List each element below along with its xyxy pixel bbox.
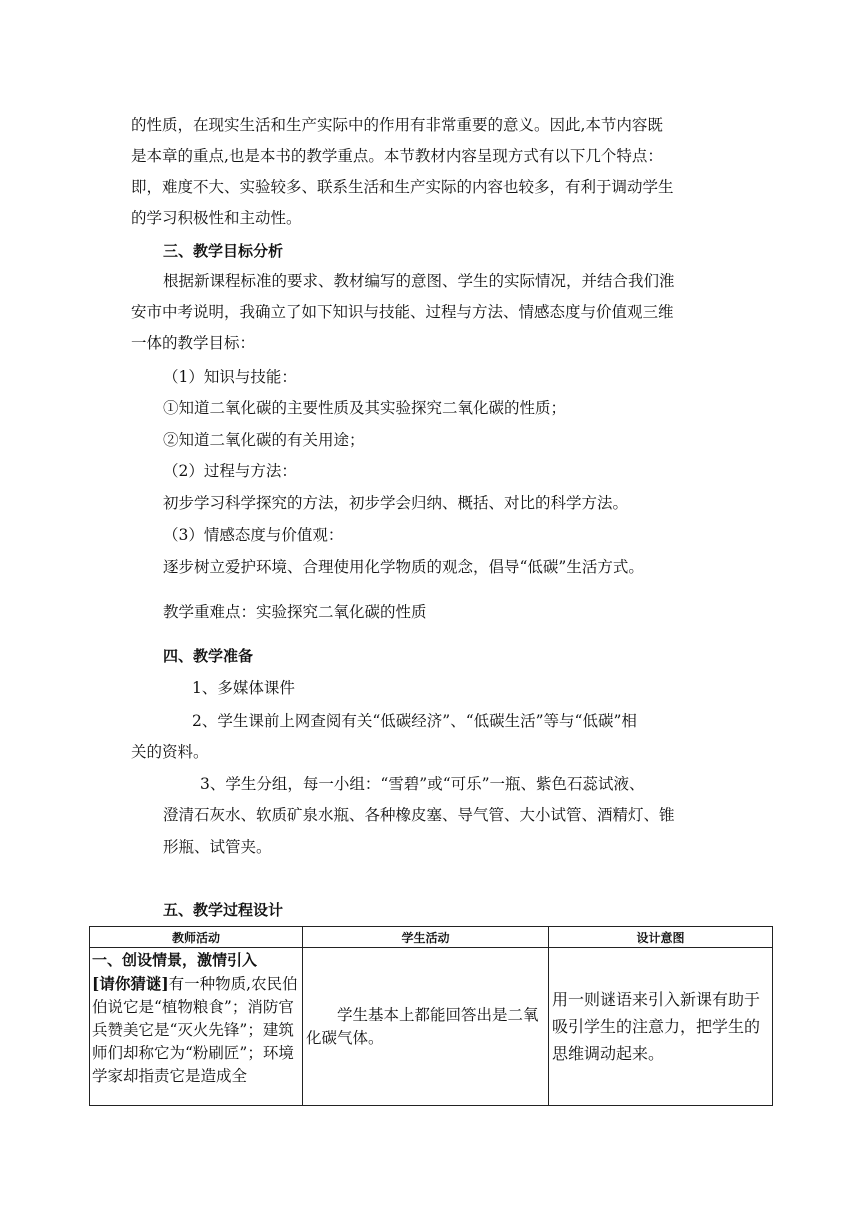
attitude-label: （3）情感态度与价值观： <box>163 526 344 544</box>
teacher-activity-cell <box>90 948 303 1106</box>
section3-intro-line-2: 安市中考说明，我确立了如下知识与技能、过程与方法、情感态度与价值观三维 <box>131 303 674 321</box>
teacher-step-heading: 一、创设情景，激情引入 <box>92 951 258 969</box>
analysis-line-2: 是本章的重点,也是本书的教学重点。本节教材内容呈现方式有以下几个特点： <box>131 147 663 165</box>
header-teacher-activity: 教师活动 <box>90 927 303 948</box>
section4-heading: 四、教学准备 <box>163 647 254 665</box>
process-text: 初步学习科学探究的方法，初步学会归纳、概括、对比的科学方法。 <box>163 494 629 512</box>
riddle-tag: [请你猜谜] <box>92 974 169 993</box>
attitude-text: 逐步树立爱护环境、合理使用化学物质的观念，倡导“低碳”生活方式。 <box>163 558 644 576</box>
table-row <box>90 948 773 1106</box>
key-point: 教学重难点：实验探究二氧化碳的性质 <box>163 603 427 621</box>
prep-item-3-line-1: 3、学生分组，每一小组：“雪碧”或“可乐”一瓶、紫色石蕊试液、 <box>200 775 645 793</box>
section5-heading: 五、教学过程设计 <box>163 901 284 919</box>
prep-item-3-line-2: 澄清石灰水、软质矿泉水瓶、各种橡皮塞、导气管、大小试管、酒精灯、锥 <box>163 806 675 824</box>
process-label: （2）过程与方法： <box>163 462 297 480</box>
riddle-text: 有一种物质,农民伯伯说它是“植物粮食”；消防官兵赞美它是“灭火先锋”；建筑师们却称它为“粉刷匠”；环境学家却指责它是造成全 <box>92 975 298 1085</box>
student-activity-cell: 学生基本上都能回答出是二氧化碳气体。 <box>303 948 549 1106</box>
table-header-row <box>90 927 773 948</box>
section3-intro-line-3: 一体的教学目标： <box>131 334 256 352</box>
prep-item-2-line-1: 2、学生课前上网查阅有关“低碳经济”、“低碳生活”等与“低碳”相 <box>192 712 637 730</box>
prep-item-2-line-2: 关的资料。 <box>131 743 209 761</box>
prep-item-1: 1、多媒体课件 <box>192 679 295 697</box>
section3-heading: 三、教学目标分析 <box>163 242 284 260</box>
analysis-line-1: 的性质，在现实生活和生产实际中的作用有非常重要的意义。因此,本节内容既 <box>131 116 663 134</box>
analysis-line-4: 的学习积极性和主动性。 <box>131 209 302 227</box>
section3-intro-line-1: 根据新课程标准的要求、教材编写的意图、学生的实际情况，并结合我们淮 <box>163 272 675 290</box>
prep-item-3-line-3: 形瓶、试管夹。 <box>163 838 272 856</box>
analysis-line-3: 即，难度不大、实验较多、联系生活和生产实际的内容也较多，有利于调动学生 <box>131 178 674 196</box>
knowledge-item-2: ②知道二氧化碳的有关用途； <box>163 431 365 449</box>
teaching-process-table <box>89 926 773 1106</box>
header-student-activity: 学生活动 <box>303 927 549 948</box>
design-intent-cell: 用一则谜语来引入新课有助于吸引学生的注意力，把学生的思维调动起来。 <box>549 948 773 1106</box>
knowledge-label: （1）知识与技能： <box>163 368 297 386</box>
knowledge-item-1: ①知道二氧化碳的主要性质及其实验探究二氧化碳的性质； <box>163 399 567 417</box>
header-design-intent: 设计意图 <box>549 927 773 948</box>
